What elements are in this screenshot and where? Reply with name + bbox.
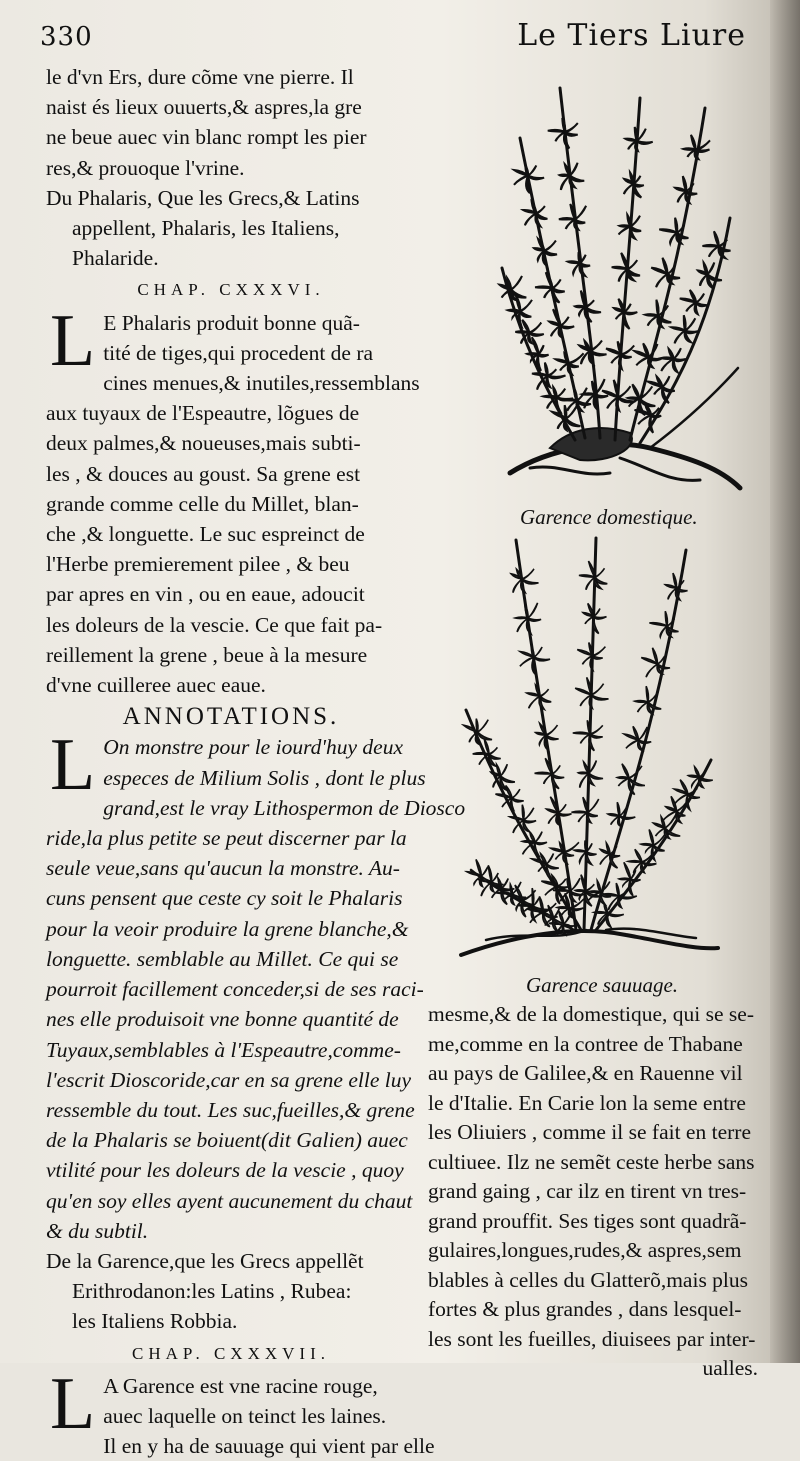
- leaf-mark: [528, 603, 538, 618]
- leaf-mark: [575, 890, 585, 892]
- leaf-mark: [574, 388, 577, 401]
- text-line: res,& prouoque l'vrine.: [46, 155, 245, 180]
- leaf-mark: [535, 842, 547, 845]
- leaf-mark: [553, 889, 570, 891]
- figure-caption: Garence domestique.: [520, 505, 698, 529]
- text-line: nes elle produisoit vne bonne quantité de: [46, 1007, 399, 1032]
- leaf-mark: [585, 841, 587, 852]
- leaf-mark: [525, 605, 528, 618]
- text-line: blables à celles du Glatterõ,mais plus: [428, 1267, 749, 1292]
- text-line: qu'en soy elles ayent aucunement du chaut: [46, 1188, 413, 1213]
- text-line: vtilité pour les doleurs de la vescie , quoy: [46, 1158, 404, 1183]
- leaf-mark: [536, 206, 545, 213]
- page-gutter-shadow: [770, 0, 800, 1363]
- title-line: appellent, Phalaris, les Italiens,: [72, 216, 340, 241]
- leaf-mark: [553, 279, 561, 288]
- leaf-mark: [488, 865, 491, 882]
- text-line: On monstre pour le iourd'huy deux: [103, 735, 403, 760]
- leaf-mark: [476, 719, 478, 732]
- leaf-mark: [612, 267, 628, 269]
- text-line: Tuyaux,semblables à l'Espeautre,comme-: [46, 1037, 401, 1062]
- leaf-mark: [548, 130, 565, 132]
- leaf-mark: [532, 888, 534, 906]
- leaf-mark: [539, 354, 549, 357]
- leaf-mark: [510, 817, 524, 820]
- leaf-mark: [589, 773, 603, 779]
- drop-cap: L: [50, 299, 96, 382]
- leaf-mark: [638, 702, 648, 712]
- leaf-mark: [591, 684, 603, 695]
- paragraph-garence: [46, 1362, 435, 1461]
- leaf-mark: [589, 891, 600, 893]
- leaf-mark: [703, 245, 719, 247]
- leaf-mark: [501, 764, 508, 776]
- leaf-mark: [496, 892, 513, 894]
- text-line: me,comme en la contree de Thabane: [428, 1031, 743, 1056]
- text-line: ride,la plus petite se peut discerner par la: [46, 826, 407, 851]
- leaf-mark: [572, 811, 588, 813]
- leaf-mark: [709, 246, 719, 257]
- leaf-mark: [489, 747, 497, 754]
- leaf-mark: [522, 805, 524, 820]
- leaf-mark: [616, 883, 619, 896]
- leaf-mark: [464, 725, 478, 732]
- leaf-mark: [617, 802, 619, 816]
- leaf-mark: [528, 176, 544, 180]
- annotations-paragraph: [46, 724, 466, 1245]
- text-line: pourroit facillement conceder,si de ses raci-: [46, 977, 424, 1002]
- leaf-mark: [520, 311, 531, 317]
- leaf-mark: [534, 647, 542, 657]
- leaf-mark: [594, 616, 607, 619]
- leaf-mark: [579, 575, 595, 577]
- leaf-mark: [478, 732, 493, 740]
- text-line: cines menues,& inutiles,ressemblans: [103, 371, 420, 396]
- leaf-mark: [552, 774, 564, 778]
- leaf-mark: [626, 740, 639, 748]
- leaf-mark: [645, 314, 658, 316]
- text-line: pour la veoir produire la grene blanche,&: [46, 916, 409, 941]
- leaf-mark: [529, 696, 540, 708]
- leaf-mark: [641, 844, 654, 846]
- leaf-mark: [540, 689, 549, 696]
- leaf-mark: [512, 798, 524, 802]
- section-title-phalaris: [46, 183, 416, 274]
- title-line: les Italiens Robbia.: [72, 1309, 238, 1334]
- leaf-mark: [522, 579, 539, 584]
- leaf-mark: [558, 813, 572, 816]
- leaf-mark: [561, 176, 570, 190]
- text-line: Il en y ha de sauuage qui vient par elle: [103, 1434, 435, 1459]
- leaf-mark: [492, 882, 504, 886]
- leaf-mark: [524, 808, 534, 820]
- title-line: De la Garence,que les Grecs appellẽt: [46, 1248, 364, 1273]
- leaf-mark: [580, 263, 590, 267]
- leaf-mark: [558, 804, 566, 813]
- running-head: Le Tiers Liure: [517, 18, 746, 53]
- leaf-mark: [619, 896, 637, 899]
- leaf-mark: [592, 647, 605, 656]
- text-line: deux palmes,& noueuses,mais subti-: [46, 431, 361, 456]
- leaf-mark: [618, 778, 629, 786]
- text-line: le d'vn Ers, dure cõme vne pierre. Il: [46, 65, 354, 89]
- leaf-mark: [536, 213, 547, 219]
- leaf-mark: [608, 814, 620, 816]
- text-line: grand,est le vray Lithospermon de Diosco: [103, 795, 466, 820]
- leaf-mark: [528, 618, 541, 621]
- text-line: grand gaing , car ilz en tirent vn tres-: [428, 1179, 747, 1203]
- leaf-mark: [656, 274, 667, 287]
- leaf-mark: [619, 878, 631, 880]
- leaf-mark: [714, 231, 719, 246]
- text-line: grand prouffit. Ses tiges sont quadrã-: [428, 1208, 747, 1233]
- drop-cap: L: [50, 724, 96, 807]
- leaf-mark: [511, 276, 522, 290]
- text-line: le d'Italie. En Carie lon la seme entre: [428, 1090, 746, 1115]
- leaf-mark: [481, 867, 488, 876]
- leaf-mark: [656, 300, 658, 316]
- leaf-mark: [675, 218, 677, 233]
- leaf-mark: [622, 764, 629, 778]
- leaf-mark: [588, 812, 598, 816]
- leaf-mark: [578, 252, 580, 263]
- leaf-mark: [618, 386, 630, 397]
- leaf-mark: [535, 832, 542, 842]
- leaf-mark: [501, 776, 515, 782]
- leaf-mark: [575, 306, 585, 308]
- leaf-mark: [565, 405, 567, 418]
- text-line: che ,& longuette. Le suc espreinct de: [46, 522, 365, 547]
- leaf-mark: [608, 913, 624, 916]
- text-line: ressemble du tout. Les suc,fueilles,& grene: [46, 1097, 415, 1122]
- leaf-mark: [546, 725, 558, 735]
- figure-caption: Garence sauuage.: [526, 973, 679, 997]
- leaf-mark: [629, 778, 645, 786]
- leaf-mark: [691, 135, 696, 150]
- plant-woodcut-domestic: [490, 68, 748, 498]
- text-line: l'Herbe premierement pilee , & beu: [46, 552, 350, 577]
- leaf-mark: [574, 850, 586, 852]
- text-line: tité de tiges,qui procedent de ra: [103, 340, 374, 365]
- text-line: grande comme celle du Millet, blan-: [46, 491, 359, 516]
- left-column: [46, 62, 466, 1461]
- text-line: naist és lieux ouuerts,& aspres,la gre: [46, 95, 362, 120]
- leaf-mark: [674, 348, 681, 358]
- text-line: cuns pensent que ceste cy soit le Phalaris: [46, 886, 403, 911]
- leaf-mark: [557, 397, 573, 400]
- text-line: les , & douces au goust. Sa grene est: [46, 461, 361, 486]
- text-line: par apres en vin , ou en eaue, adoucit: [46, 582, 365, 607]
- text-line: d'vne cuilleree auec eaue.: [46, 673, 266, 698]
- leaf-mark: [646, 664, 657, 677]
- leaf-mark: [646, 686, 648, 702]
- text-line: ualles.: [702, 1356, 758, 1380]
- leaf-mark: [675, 331, 685, 344]
- leaf-mark: [674, 359, 686, 362]
- leaf-mark: [595, 394, 608, 397]
- leaf-mark: [570, 163, 578, 176]
- text-line: fortes & plus grandes , dans lesquel-: [428, 1297, 742, 1321]
- leaf-mark: [635, 701, 648, 703]
- leaf-mark: [677, 588, 688, 592]
- leaf-mark: [557, 389, 565, 397]
- leaf-mark: [586, 852, 596, 856]
- leaf-mark: [529, 323, 541, 333]
- text-line: les sont les fueilles, diuisees par inter-: [428, 1326, 756, 1351]
- title-line: Erithrodanon:les Latins , Rubea:: [72, 1279, 352, 1304]
- leaf-mark: [575, 219, 585, 223]
- leaf-mark: [544, 241, 556, 251]
- paragraph-phalaris: [46, 299, 420, 701]
- leaf-mark: [636, 357, 649, 365]
- leaf-mark: [535, 772, 552, 774]
- leaf-mark: [559, 218, 575, 220]
- leaf-mark: [685, 331, 698, 334]
- page-number: 330: [40, 22, 93, 52]
- leaf-mark: [502, 879, 508, 889]
- leaf-mark: [512, 789, 520, 798]
- leaf-mark: [548, 369, 557, 375]
- leaf-mark: [532, 373, 548, 375]
- leaf-mark: [663, 376, 670, 387]
- leaf-mark: [671, 327, 685, 330]
- leaf-mark: [552, 765, 560, 774]
- leaf-mark: [624, 862, 631, 879]
- leaf-mark: [590, 725, 603, 734]
- leaf-mark: [473, 753, 489, 755]
- leaf-mark: [631, 879, 641, 882]
- leaf-mark: [515, 617, 528, 619]
- leaf-mark: [561, 326, 575, 329]
- leaf-mark: [610, 854, 620, 857]
- text-line: aux tuyaux de l'Espeautre, lõgues de: [46, 401, 360, 426]
- leaf-mark: [649, 830, 653, 846]
- leaf-mark: [708, 263, 715, 275]
- annotations-heading: ANNOTATIONS.: [122, 703, 340, 731]
- leaf-mark: [544, 251, 557, 256]
- leaf-mark: [532, 337, 539, 354]
- leaf-mark: [624, 312, 637, 315]
- leaf-mark: [524, 820, 537, 823]
- leaf-mark: [546, 735, 559, 740]
- leaf-mark: [522, 569, 534, 579]
- text-line: auec laquelle on teinct les laines.: [103, 1403, 387, 1428]
- leaf-mark: [659, 229, 677, 232]
- leaf-mark: [649, 623, 667, 626]
- plant-woodcut-wild: [456, 530, 722, 970]
- leaf-mark: [544, 774, 552, 784]
- text-line: l'escrit Dioscoride,car en sa grene elle luy: [46, 1067, 412, 1092]
- leaf-mark: [597, 881, 600, 893]
- leaf-mark: [557, 907, 569, 909]
- leaf-mark: [696, 294, 704, 303]
- leaf-mark: [535, 286, 552, 288]
- leaf-mark: [696, 302, 708, 306]
- page-header: [40, 18, 760, 58]
- leaf-mark: [561, 317, 569, 326]
- title-line: Phalaride.: [72, 246, 159, 271]
- text-line: especes de Milium Solis , dont le plus: [103, 765, 426, 790]
- text-line: A Garence est vne racine rouge,: [103, 1373, 378, 1398]
- leaf-mark: [684, 315, 686, 330]
- leaf-mark: [547, 854, 554, 865]
- right-column: [428, 1000, 770, 1384]
- text-line: longuette. semblable au Millet. Ce qui se: [46, 946, 399, 971]
- leaf-mark: [534, 657, 550, 661]
- leaf-mark: [665, 611, 667, 626]
- chapter-heading: CHAP. CXXXVII.: [132, 1343, 330, 1363]
- text-line: les doleurs de la vescie. Ce que fait pa-: [46, 612, 383, 637]
- leaf-mark: [558, 879, 566, 886]
- leaf-mark: [478, 720, 489, 732]
- text-line: gulaires,longues,rudes,& aspres,sem: [428, 1238, 742, 1262]
- text-line: E Phalaris produit bonne quã-: [103, 310, 360, 335]
- text-line: reillement la grene , beue à la mesure: [46, 642, 368, 667]
- text-line: & du subtil.: [46, 1218, 149, 1243]
- leaf-mark: [600, 854, 610, 865]
- leaf-mark: [565, 123, 578, 132]
- leaf-mark: [637, 141, 653, 144]
- chapter-heading: CHAP. CXXXVI.: [137, 280, 325, 300]
- leaf-mark: [591, 695, 608, 700]
- leaf-mark: [620, 816, 636, 819]
- text-line: cultiuee. Ilz ne semẽt ceste herbe sans: [428, 1149, 755, 1174]
- leaf-mark: [573, 732, 590, 734]
- text-line: au pays de Galilee,& en Rauenne vil: [428, 1061, 743, 1085]
- intro-text: [46, 62, 416, 183]
- text-line: les Oliuiers , comme il se fait en terre: [428, 1120, 751, 1144]
- text-line: seule veue,sans qu'aucun la monstre. Au-: [46, 856, 400, 881]
- text-line: ne beue auec vin blanc rompt les pier: [46, 125, 367, 150]
- leaf-mark: [564, 912, 572, 925]
- leaf-mark: [700, 777, 713, 781]
- leaf-mark: [582, 393, 595, 395]
- leaf-mark: [528, 166, 536, 176]
- leaf-mark: [508, 310, 521, 312]
- leaf-mark: [547, 864, 559, 869]
- leaf-mark: [520, 300, 532, 311]
- section-title-garence: [46, 1246, 416, 1337]
- text-line: mesme,& de la domestique, qui se se-: [428, 1002, 755, 1026]
- leaf-mark: [526, 166, 529, 176]
- text-line: de la Phalaris se boiuent(dit Galien) auec: [46, 1128, 408, 1153]
- title-line: Du Phalaris, Que les Grecs,& Latins: [46, 185, 360, 210]
- leaf-mark: [575, 206, 586, 220]
- leaf-mark: [539, 345, 544, 354]
- leaf-mark: [683, 148, 695, 150]
- leaf-mark: [527, 353, 539, 355]
- drop-cap: L: [50, 1362, 96, 1445]
